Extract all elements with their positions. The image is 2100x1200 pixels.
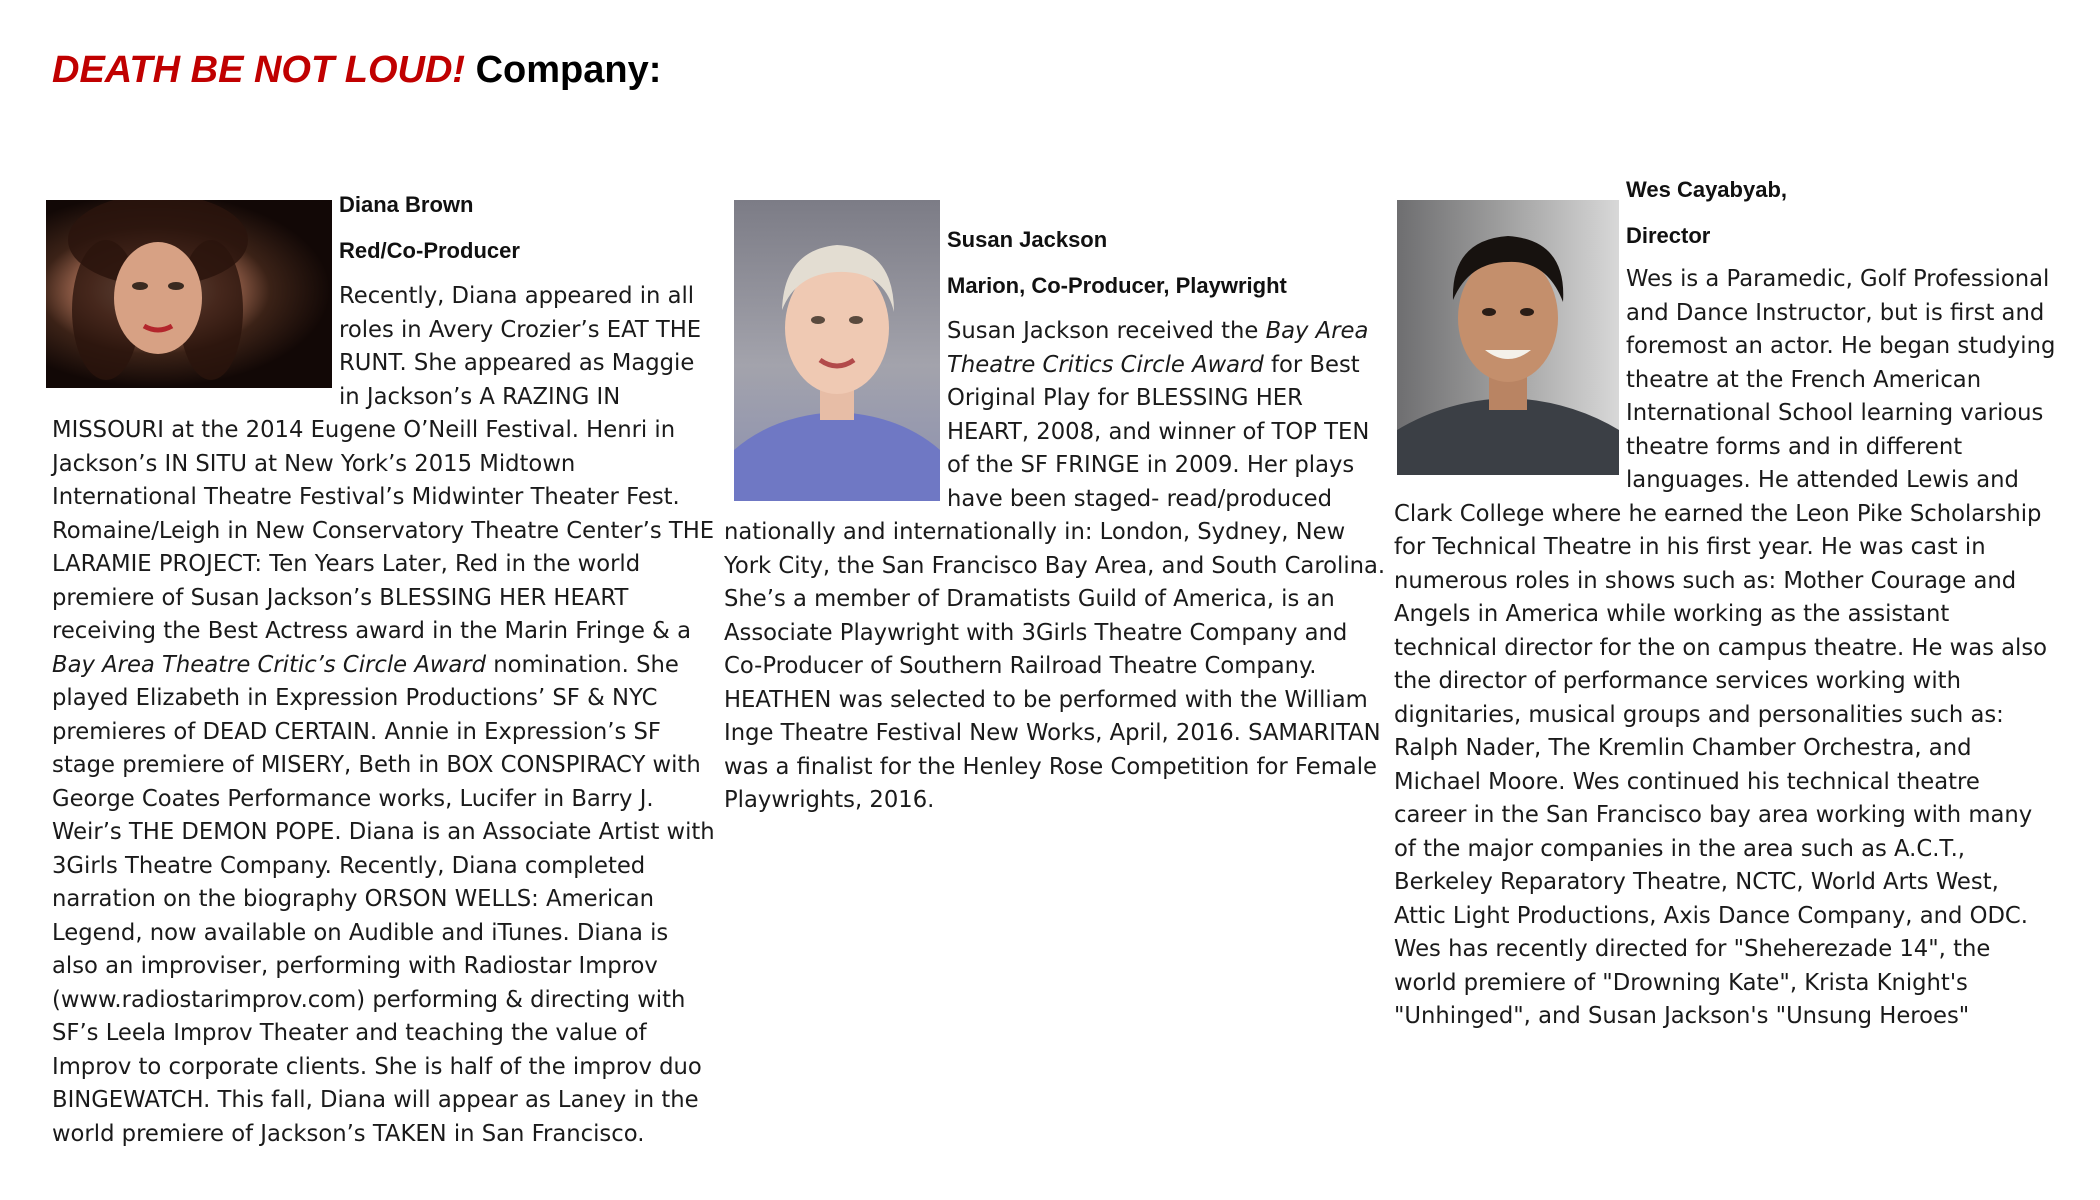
member-role: Red/Co-Producer xyxy=(339,238,520,263)
member-bio xyxy=(52,280,718,1151)
title-suffix: Company: xyxy=(475,49,662,91)
bio-text: Susan Jackson received the xyxy=(947,318,1266,344)
show-title: DEATH BE NOT LOUD! xyxy=(52,49,466,91)
bio-text: for Best Original Play for BLESSING HER HEART, 2008, and winner of TOP TEN of the SF FRINGE in 2009. Her plays have been staged- read/produced nationally and internationally in: London, Sydney, New York City, the San Francisco Bay Area, and South Carolina. She’s a member of Dramatists Guild of America, is an Associate Playwright with 3Girls Theatre Company and Co-Producer of Southern Railroad Theatre Company. HEATHEN was selected to be performed with the William Inge Theatre Festival New Works, April, 2016. SAMARITAN was a finalist for the Henley Rose Competition for Female Playwrights, 2016. xyxy=(724,351,1386,813)
award-name: Bay Area Theatre Critics Circle Award xyxy=(947,318,1369,378)
headshot-photo-wes xyxy=(1397,200,1619,475)
member-role: Marion, Co-Producer, Playwright xyxy=(947,273,1287,298)
bio-text: Recently, Diana appeared in all roles in Avery Crozier’s EAT THE RUNT. She appeared as Maggie in Jackson’s A RAZING IN MISSOURI at the 2014 Eugene O’Neill Festival. Henri in Jackson’s IN SITU at New York’s 2015 Midtown International Theatre Festival’s Midwinter Theater Fest. Romaine/Leigh in New Conservatory Theatre Center’s THE LARAMIE PROJECT: Ten Years Later, Red in the world premiere of Susan Jackson’s BLESSING HER HEART receiving the Best Actress award in the Marin Fringe & a xyxy=(52,283,715,644)
headshot-photo-diana xyxy=(46,200,332,388)
portrait-icon xyxy=(734,200,940,501)
member-susan-jackson xyxy=(724,200,1388,818)
member-diana-brown xyxy=(52,190,718,1151)
headshot-photo-susan xyxy=(734,200,940,501)
award-name: Bay Area Theatre Critic’s Circle Award xyxy=(52,651,487,678)
page-title xyxy=(52,40,661,100)
portrait-icon xyxy=(1397,200,1619,475)
member-name: Wes Cayabyab, xyxy=(1626,177,1788,202)
portrait-icon xyxy=(46,200,332,388)
member-name: Susan Jackson xyxy=(947,227,1108,252)
bio-text: nomination. She played Elizabeth in Expression Productions’ SF & NYC premieres of DEAD CERTAIN. Annie in Expression’s SF stage premiere of MISERY, Beth in BOX CONSPIRACY with George Coates Performance works, Lucifer in Barry J. Weir’s THE DEMON POPE. Diana is an Associate Artist with 3Girls Theatre Company. Recently, Diana completed narration on the biography ORSON WELLS: American Legend, now available on Audible and iTunes. Diana is also an improviser, performing with Radiostar Improv (www.radiostarimprov.com) performing & directing with SF’s Leela Improv Theater and teaching the value of Improv to corporate clients. She is half of the improv duo BINGEWATCH. This fall, Diana will appear as Laney in the world premiere of Jackson’s TAKEN in San Francisco. xyxy=(52,651,715,1147)
member-wes-cayabyab xyxy=(1394,175,2057,1034)
member-name: Diana Brown xyxy=(339,192,474,217)
member-bio: Wes is a Paramedic, Golf Professional and Dance Instructor, but is first and foremost an actor. He began studying theatre at the French American International School learning various theatre forms and in different languages. He attended Lewis and Clark College where he earned the Leon Pike Scholarship for Technical Theatre in his first year. He was cast in numerous roles in shows such as: Mother Courage and Angels in America while working as the assistant technical director for the on campus theatre. He was also the director of performance services working with dignitaries, musical groups and personalities such as: Ralph Nader, The Kremlin Chamber Orchestra, and Michael Moore. Wes continued his technical theatre career in the San Francisco bay area working with many of the major companies in the area such as A.C.T., Berkeley Reparatory Theatre, NCTC, World Arts West, Attic Light Productions, Axis Dance Company, and ODC. Wes has recently directed for "Sheherezade 14", the world premiere of "Drowning Kate", Krista Knight's "Unhinged", and Susan Jackson's "Unsung Heroes" xyxy=(1394,266,2056,1029)
member-role: Director xyxy=(1626,223,1711,248)
